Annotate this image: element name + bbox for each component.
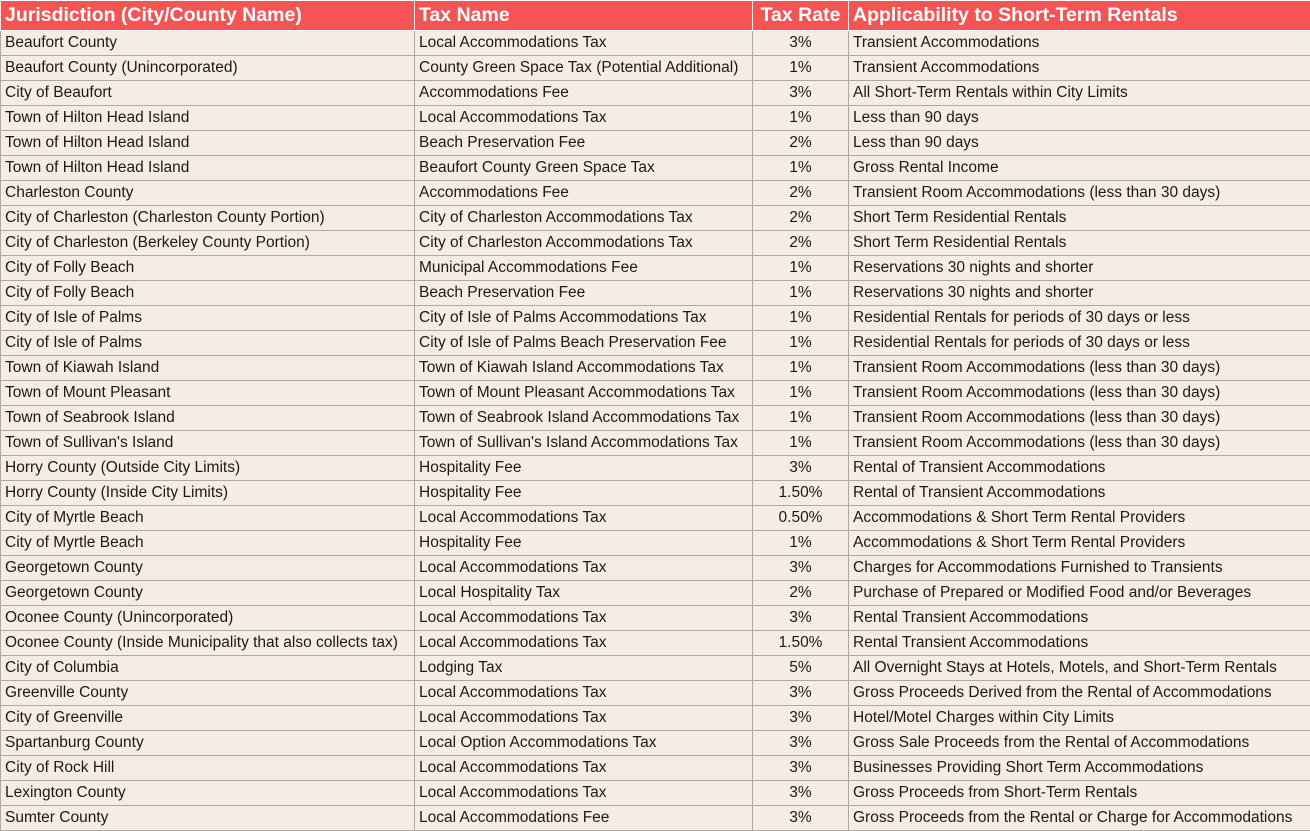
cell-jurisdiction[interactable]: Town of Kiawah Island bbox=[1, 356, 415, 381]
table-row bbox=[1, 556, 1310, 581]
cell-tax-rate[interactable]: 2% bbox=[753, 231, 849, 256]
table-row bbox=[1, 131, 1310, 156]
cell-tax-name[interactable]: Town of Kiawah Island Accommodations Tax bbox=[415, 356, 753, 381]
table-row bbox=[1, 356, 1310, 381]
cell-tax-rate[interactable]: 3% bbox=[753, 781, 849, 806]
cell-jurisdiction[interactable]: City of Isle of Palms bbox=[1, 331, 415, 356]
cell-tax-name[interactable]: Town of Seabrook Island Accommodations Tax bbox=[415, 406, 753, 431]
cell-jurisdiction[interactable]: City of Folly Beach bbox=[1, 256, 415, 281]
table-row bbox=[1, 631, 1310, 656]
table-row bbox=[1, 156, 1310, 181]
table-row bbox=[1, 56, 1310, 81]
cell-tax-rate[interactable]: 1% bbox=[753, 331, 849, 356]
cell-applicability[interactable]: Residential Rentals for periods of 30 days or less bbox=[849, 306, 1310, 331]
cell-jurisdiction[interactable]: Beaufort County bbox=[1, 31, 415, 56]
cell-tax-name[interactable]: Hospitality Fee bbox=[415, 531, 753, 556]
cell-tax-name[interactable]: Hospitality Fee bbox=[415, 481, 753, 506]
cell-tax-rate[interactable]: 1% bbox=[753, 406, 849, 431]
header-jurisdiction[interactable]: Jurisdiction (City/County Name) bbox=[1, 1, 415, 31]
cell-applicability[interactable]: Rental of Transient Accommodations bbox=[849, 481, 1310, 506]
table-row bbox=[1, 331, 1310, 356]
cell-tax-rate[interactable]: 3% bbox=[753, 31, 849, 56]
cell-jurisdiction[interactable]: Horry County (Outside City Limits) bbox=[1, 456, 415, 481]
table-row bbox=[1, 181, 1310, 206]
header-tax-rate[interactable]: Tax Rate bbox=[753, 1, 849, 31]
table-row bbox=[1, 281, 1310, 306]
cell-tax-rate[interactable]: 3% bbox=[753, 806, 849, 831]
cell-jurisdiction[interactable]: Town of Hilton Head Island bbox=[1, 156, 415, 181]
cell-applicability[interactable]: Transient Accommodations bbox=[849, 56, 1310, 81]
cell-jurisdiction[interactable]: City of Greenville bbox=[1, 706, 415, 731]
cell-applicability[interactable]: Residential Rentals for periods of 30 days or less bbox=[849, 331, 1310, 356]
cell-jurisdiction[interactable]: City of Charleston (Charleston County Portion) bbox=[1, 206, 415, 231]
cell-tax-rate[interactable]: 2% bbox=[753, 181, 849, 206]
cell-applicability[interactable]: All Overnight Stays at Hotels, Motels, and Short-Term Rentals bbox=[849, 656, 1310, 681]
table-row bbox=[1, 531, 1310, 556]
table-row bbox=[1, 306, 1310, 331]
cell-tax-rate[interactable]: 3% bbox=[753, 81, 849, 106]
cell-applicability[interactable]: Short Term Residential Rentals bbox=[849, 231, 1310, 256]
cell-tax-name[interactable]: Local Accommodations Tax bbox=[415, 31, 753, 56]
cell-jurisdiction[interactable]: City of Myrtle Beach bbox=[1, 506, 415, 531]
table-row bbox=[1, 781, 1310, 806]
cell-tax-name[interactable]: Accommodations Fee bbox=[415, 81, 753, 106]
cell-jurisdiction[interactable]: City of Isle of Palms bbox=[1, 306, 415, 331]
table-row bbox=[1, 231, 1310, 256]
table-row bbox=[1, 806, 1310, 831]
cell-applicability[interactable]: Transient Room Accommodations (less than 30 days) bbox=[849, 181, 1310, 206]
cell-tax-name[interactable]: Lodging Tax bbox=[415, 656, 753, 681]
cell-applicability[interactable]: Hotel/Motel Charges within City Limits bbox=[849, 706, 1310, 731]
cell-tax-rate[interactable]: 3% bbox=[753, 731, 849, 756]
cell-applicability[interactable]: Less than 90 days bbox=[849, 106, 1310, 131]
cell-tax-name[interactable]: Local Accommodations Tax bbox=[415, 681, 753, 706]
header-applicability[interactable]: Applicability to Short-Term Rentals bbox=[849, 1, 1310, 31]
cell-tax-name[interactable]: Local Accommodations Fee bbox=[415, 806, 753, 831]
cell-tax-name[interactable]: Local Accommodations Tax bbox=[415, 756, 753, 781]
header-row bbox=[1, 1, 1310, 31]
cell-tax-name[interactable]: Local Option Accommodations Tax bbox=[415, 731, 753, 756]
cell-tax-name[interactable]: Local Accommodations Tax bbox=[415, 706, 753, 731]
cell-tax-rate[interactable]: 2% bbox=[753, 131, 849, 156]
cell-tax-rate[interactable]: 1% bbox=[753, 531, 849, 556]
cell-jurisdiction[interactable]: City of Myrtle Beach bbox=[1, 531, 415, 556]
cell-applicability[interactable]: Transient Room Accommodations (less than 30 days) bbox=[849, 406, 1310, 431]
cell-applicability[interactable]: Gross Proceeds from the Rental or Charge for Accommodations bbox=[849, 806, 1310, 831]
cell-tax-rate[interactable]: 1% bbox=[753, 356, 849, 381]
cell-tax-name[interactable]: City of Charleston Accommodations Tax bbox=[415, 231, 753, 256]
table-row bbox=[1, 406, 1310, 431]
cell-tax-name[interactable]: City of Isle of Palms Accommodations Tax bbox=[415, 306, 753, 331]
cell-jurisdiction[interactable]: City of Columbia bbox=[1, 656, 415, 681]
cell-jurisdiction[interactable]: Lexington County bbox=[1, 781, 415, 806]
table-row bbox=[1, 681, 1310, 706]
cell-tax-rate[interactable]: 1% bbox=[753, 56, 849, 81]
cell-jurisdiction[interactable]: Oconee County (Inside Municipality that also collects tax) bbox=[1, 631, 415, 656]
cell-tax-rate[interactable]: 3% bbox=[753, 556, 849, 581]
cell-jurisdiction[interactable]: Town of Hilton Head Island bbox=[1, 131, 415, 156]
cell-applicability[interactable]: Transient Room Accommodations (less than 30 days) bbox=[849, 431, 1310, 456]
table-row bbox=[1, 656, 1310, 681]
cell-jurisdiction[interactable]: Oconee County (Unincorporated) bbox=[1, 606, 415, 631]
cell-tax-name[interactable]: Beach Preservation Fee bbox=[415, 131, 753, 156]
cell-tax-rate[interactable]: 1% bbox=[753, 106, 849, 131]
cell-applicability[interactable]: Gross Sale Proceeds from the Rental of Accommodations bbox=[849, 731, 1310, 756]
cell-tax-rate[interactable]: 0.50% bbox=[753, 506, 849, 531]
cell-tax-rate[interactable]: 3% bbox=[753, 681, 849, 706]
cell-tax-rate[interactable]: 1.50% bbox=[753, 481, 849, 506]
cell-jurisdiction[interactable]: City of Rock Hill bbox=[1, 756, 415, 781]
cell-tax-name[interactable]: City of Charleston Accommodations Tax bbox=[415, 206, 753, 231]
cell-tax-rate[interactable]: 1% bbox=[753, 156, 849, 181]
cell-applicability[interactable]: Charges for Accommodations Furnished to Transients bbox=[849, 556, 1310, 581]
cell-jurisdiction[interactable]: Town of Hilton Head Island bbox=[1, 106, 415, 131]
cell-tax-rate[interactable]: 5% bbox=[753, 656, 849, 681]
cell-tax-name[interactable]: County Green Space Tax (Potential Additional) bbox=[415, 56, 753, 81]
cell-jurisdiction[interactable]: Town of Mount Pleasant bbox=[1, 381, 415, 406]
cell-tax-rate[interactable]: 3% bbox=[753, 756, 849, 781]
cell-applicability[interactable]: Transient Room Accommodations (less than 30 days) bbox=[849, 381, 1310, 406]
cell-tax-name[interactable]: City of Isle of Palms Beach Preservation Fee bbox=[415, 331, 753, 356]
cell-tax-rate[interactable]: 1% bbox=[753, 381, 849, 406]
cell-applicability[interactable]: Rental Transient Accommodations bbox=[849, 606, 1310, 631]
cell-applicability[interactable]: Transient Accommodations bbox=[849, 31, 1310, 56]
cell-tax-rate[interactable]: 1% bbox=[753, 281, 849, 306]
table-body bbox=[1, 31, 1310, 831]
cell-jurisdiction[interactable]: City of Folly Beach bbox=[1, 281, 415, 306]
cell-jurisdiction[interactable]: Georgetown County bbox=[1, 556, 415, 581]
cell-applicability[interactable]: Accommodations & Short Term Rental Providers bbox=[849, 506, 1310, 531]
cell-tax-name[interactable]: Town of Mount Pleasant Accommodations Tax bbox=[415, 381, 753, 406]
cell-applicability[interactable]: Gross Proceeds from Short-Term Rentals bbox=[849, 781, 1310, 806]
cell-applicability[interactable]: Reservations 30 nights and shorter bbox=[849, 281, 1310, 306]
cell-jurisdiction[interactable]: Spartanburg County bbox=[1, 731, 415, 756]
cell-jurisdiction[interactable]: City of Beaufort bbox=[1, 81, 415, 106]
table-row bbox=[1, 81, 1310, 106]
cell-tax-name[interactable]: Local Accommodations Tax bbox=[415, 506, 753, 531]
table-row bbox=[1, 206, 1310, 231]
header-tax-name[interactable]: Tax Name bbox=[415, 1, 753, 31]
cell-tax-name[interactable]: Local Accommodations Tax bbox=[415, 606, 753, 631]
cell-tax-rate[interactable]: 3% bbox=[753, 606, 849, 631]
cell-tax-rate[interactable]: 2% bbox=[753, 581, 849, 606]
cell-tax-name[interactable]: Local Accommodations Tax bbox=[415, 556, 753, 581]
cell-applicability[interactable]: Gross Proceeds Derived from the Rental of Accommodations bbox=[849, 681, 1310, 706]
cell-tax-rate[interactable]: 1% bbox=[753, 256, 849, 281]
table-row bbox=[1, 456, 1310, 481]
cell-tax-rate[interactable]: 1% bbox=[753, 431, 849, 456]
cell-jurisdiction[interactable]: Georgetown County bbox=[1, 581, 415, 606]
cell-tax-name[interactable]: Beaufort County Green Space Tax bbox=[415, 156, 753, 181]
cell-tax-rate[interactable]: 3% bbox=[753, 456, 849, 481]
cell-tax-rate[interactable]: 1.50% bbox=[753, 631, 849, 656]
cell-applicability[interactable]: All Short-Term Rentals within City Limits bbox=[849, 81, 1310, 106]
cell-jurisdiction[interactable]: Greenville County bbox=[1, 681, 415, 706]
table-row bbox=[1, 756, 1310, 781]
table-row bbox=[1, 31, 1310, 56]
cell-tax-name[interactable]: Local Hospitality Tax bbox=[415, 581, 753, 606]
cell-jurisdiction[interactable]: Charleston County bbox=[1, 181, 415, 206]
table-row bbox=[1, 431, 1310, 456]
cell-tax-name[interactable]: Local Accommodations Tax bbox=[415, 106, 753, 131]
cell-jurisdiction[interactable]: Sumter County bbox=[1, 806, 415, 831]
cell-jurisdiction[interactable]: Town of Seabrook Island bbox=[1, 406, 415, 431]
cell-applicability[interactable]: Reservations 30 nights and shorter bbox=[849, 256, 1310, 281]
cell-tax-rate[interactable]: 1% bbox=[753, 306, 849, 331]
cell-tax-name[interactable]: Municipal Accommodations Fee bbox=[415, 256, 753, 281]
cell-jurisdiction[interactable]: Town of Sullivan's Island bbox=[1, 431, 415, 456]
cell-jurisdiction[interactable]: Horry County (Inside City Limits) bbox=[1, 481, 415, 506]
table-row bbox=[1, 106, 1310, 131]
cell-tax-rate[interactable]: 2% bbox=[753, 206, 849, 231]
cell-applicability[interactable]: Businesses Providing Short Term Accommodations bbox=[849, 756, 1310, 781]
table-header bbox=[1, 1, 1310, 31]
cell-tax-name[interactable]: Local Accommodations Tax bbox=[415, 631, 753, 656]
cell-tax-name[interactable]: Beach Preservation Fee bbox=[415, 281, 753, 306]
cell-tax-name[interactable]: Hospitality Fee bbox=[415, 456, 753, 481]
cell-applicability[interactable]: Accommodations & Short Term Rental Providers bbox=[849, 531, 1310, 556]
table-row bbox=[1, 581, 1310, 606]
cell-tax-name[interactable]: Town of Sullivan's Island Accommodations Tax bbox=[415, 431, 753, 456]
cell-applicability[interactable]: Short Term Residential Rentals bbox=[849, 206, 1310, 231]
cell-applicability[interactable]: Purchase of Prepared or Modified Food and/or Beverages bbox=[849, 581, 1310, 606]
cell-jurisdiction[interactable]: Beaufort County (Unincorporated) bbox=[1, 56, 415, 81]
cell-applicability[interactable]: Rental Transient Accommodations bbox=[849, 631, 1310, 656]
table-row bbox=[1, 506, 1310, 531]
cell-applicability[interactable]: Gross Rental Income bbox=[849, 156, 1310, 181]
cell-jurisdiction[interactable]: City of Charleston (Berkeley County Portion) bbox=[1, 231, 415, 256]
table-row bbox=[1, 606, 1310, 631]
cell-tax-rate[interactable]: 3% bbox=[753, 706, 849, 731]
cell-applicability[interactable]: Transient Room Accommodations (less than 30 days) bbox=[849, 356, 1310, 381]
table-row bbox=[1, 381, 1310, 406]
cell-tax-name[interactable]: Accommodations Fee bbox=[415, 181, 753, 206]
table-row bbox=[1, 256, 1310, 281]
cell-applicability[interactable]: Rental of Transient Accommodations bbox=[849, 456, 1310, 481]
cell-applicability[interactable]: Less than 90 days bbox=[849, 131, 1310, 156]
table-row bbox=[1, 481, 1310, 506]
table-row bbox=[1, 706, 1310, 731]
table-row bbox=[1, 731, 1310, 756]
cell-tax-name[interactable]: Local Accommodations Tax bbox=[415, 781, 753, 806]
